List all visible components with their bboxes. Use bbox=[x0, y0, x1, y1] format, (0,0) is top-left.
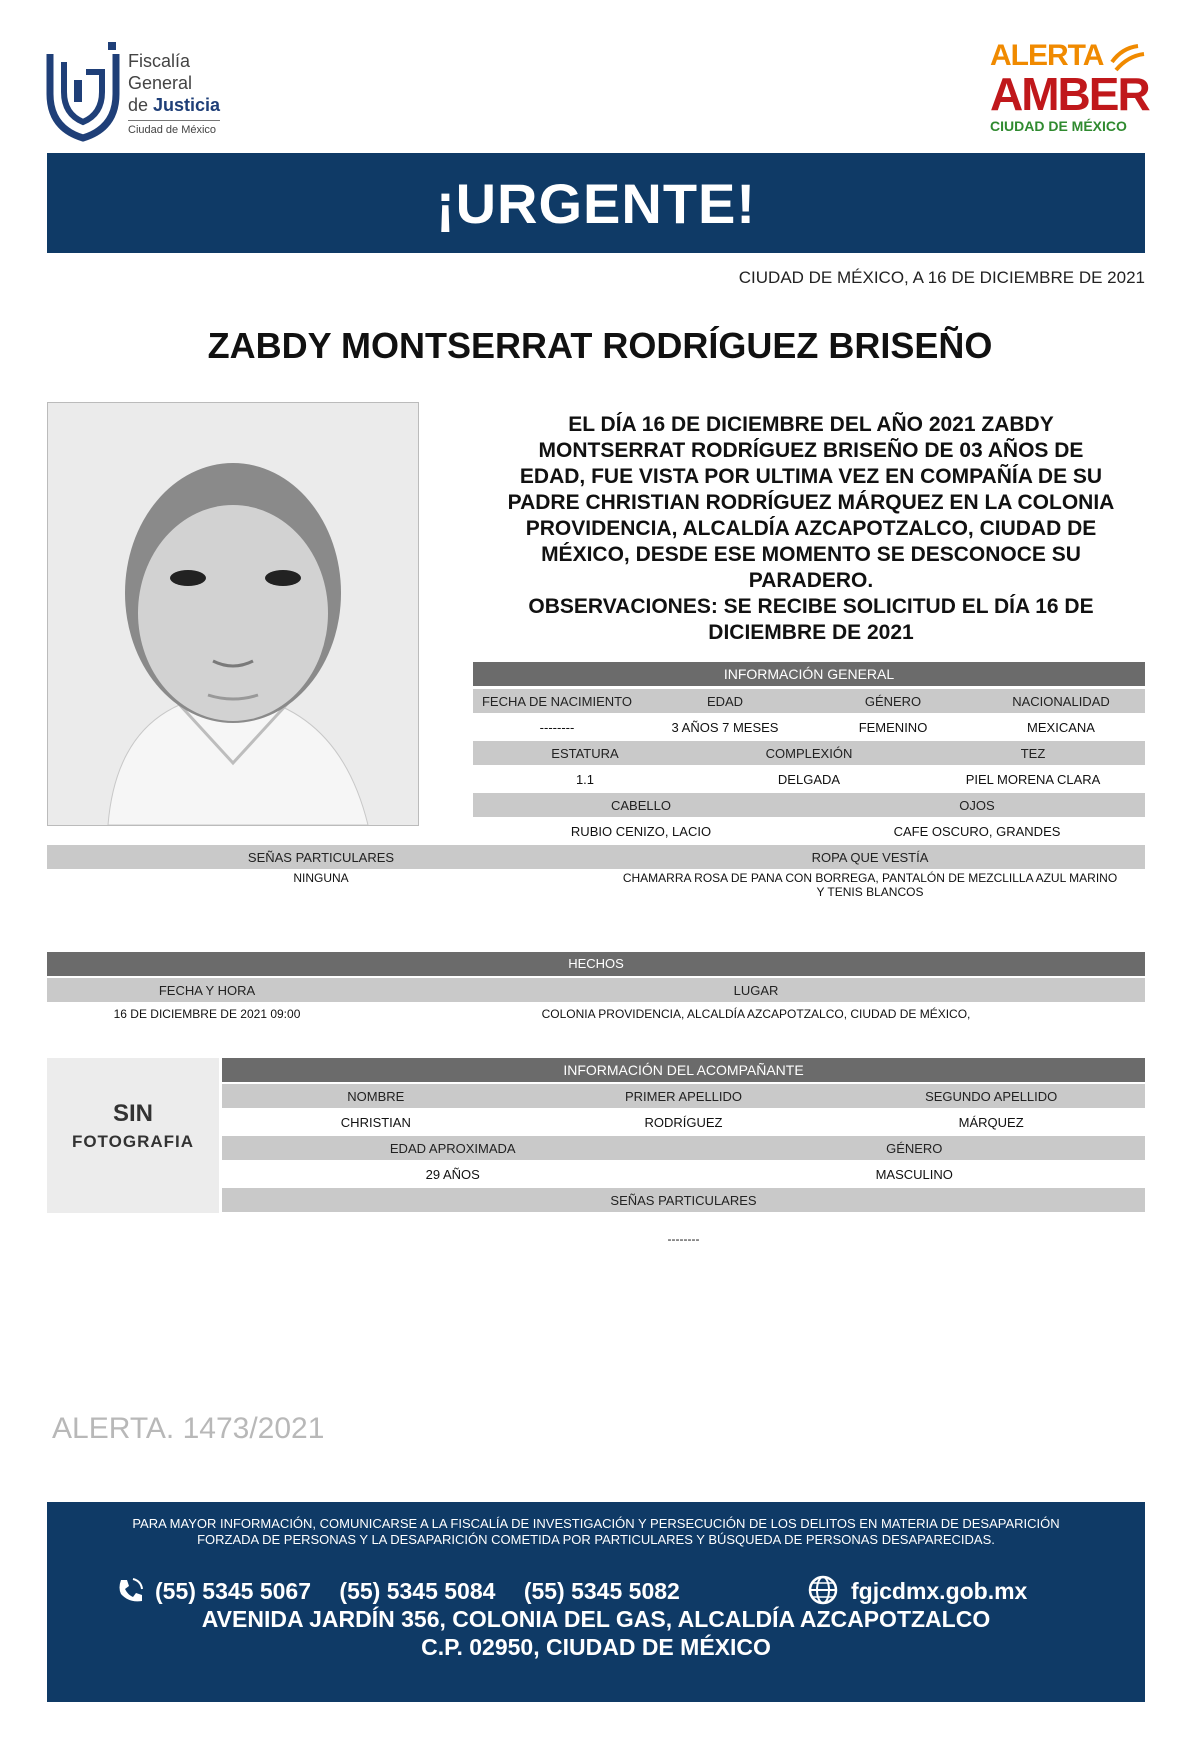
value-ropa-1: CHAMARRA ROSA DE PANA CON BORREGA, PANTALÓN DE MEZCLILLA AZUL MARINO bbox=[622, 871, 1118, 885]
value-nacionalidad: MEXICANA bbox=[1027, 719, 1095, 735]
acomp-labels-2 bbox=[222, 1136, 1145, 1160]
narrative-line: EL DÍA 16 DE DICIEMBRE DEL AÑO 2021 ZABDY bbox=[568, 413, 1054, 436]
value-senas: NINGUNA bbox=[293, 871, 349, 885]
value-estatura: 1.1 bbox=[575, 771, 595, 787]
narrative-line: PADRE CHRISTIAN RODRÍGUEZ MÁRQUEZ EN LA COLONIA bbox=[507, 491, 1115, 514]
label-estatura: ESTATURA bbox=[551, 745, 619, 761]
label-ojos: OJOS bbox=[959, 797, 995, 813]
hechos-header: HECHOS bbox=[47, 952, 1145, 976]
value-complexion: DELGADA bbox=[777, 771, 841, 787]
logo-line-3b: Justicia bbox=[153, 95, 221, 115]
amber-line-3: CIUDAD DE MÉXICO bbox=[990, 118, 1127, 134]
phone-icon bbox=[115, 1576, 145, 1606]
no-photo-line-1: SIN bbox=[112, 1100, 153, 1127]
label-cabello: CABELLO bbox=[611, 797, 671, 813]
no-photo-box bbox=[47, 1058, 219, 1213]
label-genero-acomp: GÉNERO bbox=[886, 1140, 943, 1156]
info-general-labels-2 bbox=[473, 741, 1145, 765]
logo-line-3a: de bbox=[128, 95, 154, 115]
value-genero-acomp: MASCULINO bbox=[875, 1166, 953, 1182]
value-genero: FEMENINO bbox=[858, 719, 928, 735]
value-lugar: COLONIA PROVIDENCIA, ALCALDÍA AZCAPOTZALCO, CIUDAD DE MÉXICO, bbox=[541, 1007, 971, 1021]
child-photo-icon bbox=[48, 403, 418, 825]
footer-phone-2[interactable]: (55) 5345 5084 bbox=[339, 1578, 496, 1604]
amber-line-1: ALERTA bbox=[990, 39, 1104, 72]
value-ojos: CAFE OSCURO, GRANDES bbox=[893, 823, 1061, 839]
footer-info-1: PARA MAYOR INFORMACIÓN, COMUNICARSE A LA FISCALÍA DE INVESTIGACIÓN Y PERSECUCIÓN DE LOS DELITOS EN MATERIA DE DESAPARICIÓN bbox=[132, 1516, 1060, 1531]
acomp-labels-1 bbox=[222, 1084, 1145, 1108]
label-senas: SEÑAS PARTICULARES bbox=[247, 849, 395, 865]
info-general-values-3 bbox=[473, 819, 1145, 843]
info-general-labels-1 bbox=[473, 689, 1145, 713]
footer-panel bbox=[47, 1502, 1145, 1702]
label-ropa: ROPA QUE VESTÍA bbox=[811, 849, 929, 865]
narrative-line: MÉXICO, DESDE ESE MOMENTO SE DESCONOCE SU bbox=[541, 543, 1081, 566]
alerta-amber-logo bbox=[990, 40, 1150, 150]
value-primer-apellido: RODRÍGUEZ bbox=[644, 1114, 723, 1130]
label-nacionalidad: NACIONALIDAD bbox=[1012, 693, 1110, 709]
logo-line-2: General bbox=[128, 73, 193, 93]
narrative bbox=[478, 412, 1144, 646]
marks-labels bbox=[47, 845, 1145, 869]
urgent-title: ¡URGENTE! bbox=[435, 171, 757, 235]
no-photo-line-2: FOTOGRAFIA bbox=[71, 1132, 195, 1151]
info-general-values-2 bbox=[473, 767, 1145, 791]
narrative-line: PROVIDENCIA, ALCALDÍA AZCAPOTZALCO, CIUDAD DE bbox=[525, 517, 1097, 540]
observations-line: OBSERVACIONES: SE RECIBE SOLICITUD EL DÍA 16 DE bbox=[528, 595, 1094, 618]
amber-waves-icon bbox=[1108, 42, 1148, 82]
hechos-labels bbox=[47, 978, 1145, 1002]
narrative-line: MONTSERRAT RODRÍGUEZ BRISEÑO DE 03 AÑOS DE bbox=[538, 439, 1084, 462]
label-complexion: COMPLEXIÓN bbox=[765, 745, 853, 761]
acomp-values-1 bbox=[222, 1110, 1145, 1134]
footer-phone-1[interactable]: (55) 5345 5067 bbox=[155, 1578, 312, 1604]
value-edad: 3 AÑOS 7 MESES bbox=[671, 719, 779, 735]
fgj-emblem-icon bbox=[46, 42, 120, 142]
logo-line-4: Ciudad de México bbox=[128, 120, 220, 139]
narrative-line: PARADERO. bbox=[748, 569, 874, 592]
observations-line: DICIEMBRE DE 2021 bbox=[708, 621, 914, 644]
label-lugar: LUGAR bbox=[733, 982, 779, 998]
footer-phone-3[interactable]: (55) 5345 5082 bbox=[523, 1578, 680, 1604]
value-fecha-nacimiento: -------- bbox=[539, 719, 575, 735]
label-nombre: NOMBRE bbox=[347, 1088, 405, 1104]
missing-person-name: ZABDY MONTSERRAT RODRÍGUEZ BRISEÑO bbox=[207, 325, 993, 366]
footer-website-link[interactable]: fgjcdmx.gob.mx bbox=[851, 1578, 1028, 1604]
label-fecha-hora: FECHA Y HORA bbox=[158, 982, 256, 998]
urgent-banner bbox=[47, 153, 1145, 253]
label-edad-aproximada: EDAD APROXIMADA bbox=[389, 1140, 516, 1156]
date-line: CIUDAD DE MÉXICO, A 16 DE DICIEMBRE DE 2021 bbox=[738, 268, 1145, 287]
alert-number: ALERTA. 1473/2021 bbox=[52, 1412, 325, 1445]
label-primer-apellido: PRIMER APELLIDO bbox=[624, 1088, 743, 1104]
value-ropa-2: Y TENIS BLANCOS bbox=[816, 885, 924, 899]
info-general-labels-3 bbox=[473, 793, 1145, 817]
label-segundo-apellido: SEGUNDO APELLIDO bbox=[925, 1088, 1058, 1104]
value-tez: PIEL MORENA CLARA bbox=[965, 771, 1101, 787]
label-fecha-nacimiento: FECHA DE NACIMIENTO bbox=[481, 693, 632, 709]
missing-person-photo bbox=[47, 402, 419, 826]
amber-line-2: AMBER bbox=[990, 68, 1149, 120]
value-nombre: CHRISTIAN bbox=[340, 1114, 411, 1130]
acomp-senas-label-row bbox=[222, 1188, 1145, 1212]
value-senas-acomp: -------- bbox=[667, 1232, 700, 1246]
label-genero: GÉNERO bbox=[864, 693, 922, 709]
acomp-values-2 bbox=[222, 1162, 1145, 1186]
value-cabello: RUBIO CENIZO, LACIO bbox=[570, 823, 712, 839]
value-fecha-hora: 16 DE DICIEMBRE DE 2021 09:00 bbox=[113, 1007, 301, 1021]
label-edad: EDAD bbox=[706, 693, 744, 709]
logo-line-1: Fiscalía bbox=[128, 51, 191, 71]
footer-address-2: C.P. 02950, CIUDAD DE MÉXICO bbox=[421, 1634, 771, 1660]
label-tez: TEZ bbox=[1020, 745, 1046, 761]
acomp-header: INFORMACIÓN DEL ACOMPAÑANTE bbox=[222, 1058, 1145, 1082]
value-edad-aproximada: 29 AÑOS bbox=[425, 1166, 480, 1182]
fgj-logo bbox=[46, 42, 236, 142]
narrative-line: EDAD, FUE VISTA POR ULTIMA VEZ EN COMPAÑÍA DE SU bbox=[519, 465, 1103, 488]
globe-icon bbox=[807, 1574, 839, 1606]
footer-info-2: FORZADA DE PERSONAS Y LA DESAPARICIÓN COMETIDA POR PARTICULARES Y BÚSQUEDA DE PERSONAS DESAPARECIDAS. bbox=[197, 1532, 995, 1547]
hechos-values bbox=[47, 1003, 1145, 1025]
footer-address-1: AVENIDA JARDÍN 356, COLONIA DEL GAS, ALCALDÍA AZCAPOTZALCO bbox=[201, 1606, 991, 1632]
info-general-values-1 bbox=[473, 715, 1145, 739]
info-general-header: INFORMACIÓN GENERAL bbox=[473, 662, 1145, 686]
value-segundo-apellido: MÁRQUEZ bbox=[958, 1114, 1024, 1130]
label-senas-acomp: SEÑAS PARTICULARES bbox=[610, 1192, 757, 1208]
